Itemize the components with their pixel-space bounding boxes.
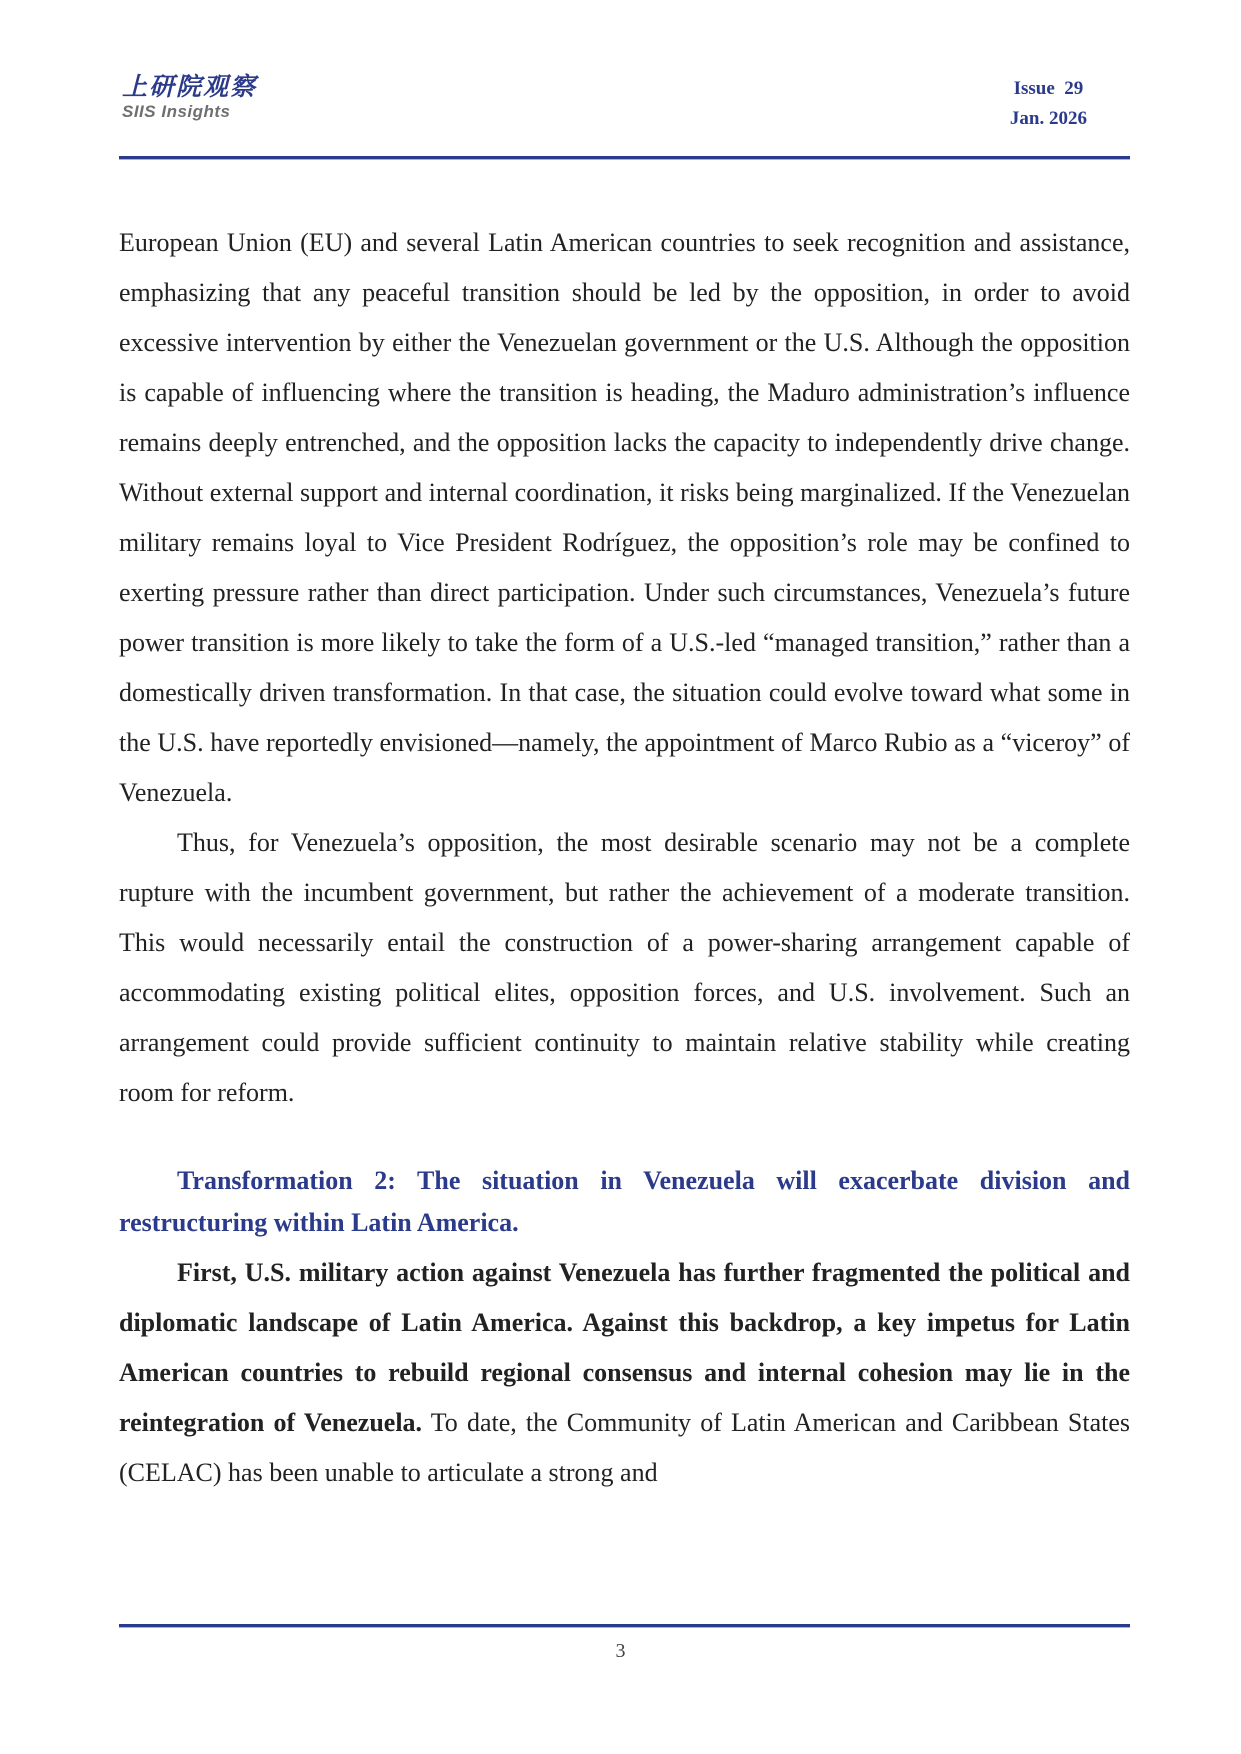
article-body (119, 218, 1130, 1498)
paragraph: European Union (EU) and several Latin American countries to seek recognition and assistance, emphasizing that any peaceful transition should be led by the opposition, in order to avoid excessive intervention by either the Venezuelan government or the U.S. Although the opposition is capable of influencing where the transition is heading, the Maduro administration’s influence remains deeply entrenched, and the opposition lacks the capacity to independently drive change. Without external support and internal coordination, it risks being marginalized. If the Venezuelan military remains loyal to Vice President Rodríguez, the opposition’s role may be confined to exerting pressure rather than direct participation. Under such circumstances, Venezuela’s future power transition is more likely to take the form of a U.S.-led “managed transition,” rather than a domestically driven transformation. In that case, the situation could evolve toward what some in the U.S. have reportedly envisioned—namely, the appointment of Marco Rubio as a “viceroy” of Venezuela. (119, 228, 1130, 807)
issue-info (1010, 74, 1087, 134)
section-heading: Transformation 2: The situation in Venezuela will exacerbate division and restructuring within Latin America. (119, 1166, 1130, 1237)
siis-logo (122, 72, 257, 122)
page-number: 3 (615, 1640, 626, 1662)
paragraph (119, 1248, 1130, 1498)
logo-english-title: SIIS Insights (122, 102, 231, 121)
bold-lead-sentence: First, U.S. military action against Venezuela has further fragmented the political and diplomatic landscape of Latin America. Against this backdrop, a key impetus for Latin American countries to rebuild regional consensus and internal cohesion may lie in the reintegration of Venezuela. (119, 1258, 1130, 1437)
issue-number: Issue 29 (1013, 78, 1084, 99)
issue-date: Jan. 2026 (1009, 108, 1087, 129)
paragraph: Thus, for Venezuela’s opposition, the most desirable scenario may not be a complete rupture with the incumbent government, but rather the achievement of a moderate transition. This would necessarily entail the construction of a power-sharing arrangement capable of accommodating existing political elites, opposition forces, and U.S. involvement. Such an arrangement could provide sufficient continuity to maintain relative stability while creating room for reform. (119, 828, 1130, 1107)
footer-divider (119, 1624, 1130, 1628)
header-divider (119, 156, 1130, 160)
paragraph-continuation: To date, the Community of Latin American and Caribbean States (CELAC) has been unable to articulate a strong and (119, 1408, 1131, 1487)
logo-chinese-title: 上研院观察 (122, 72, 258, 101)
